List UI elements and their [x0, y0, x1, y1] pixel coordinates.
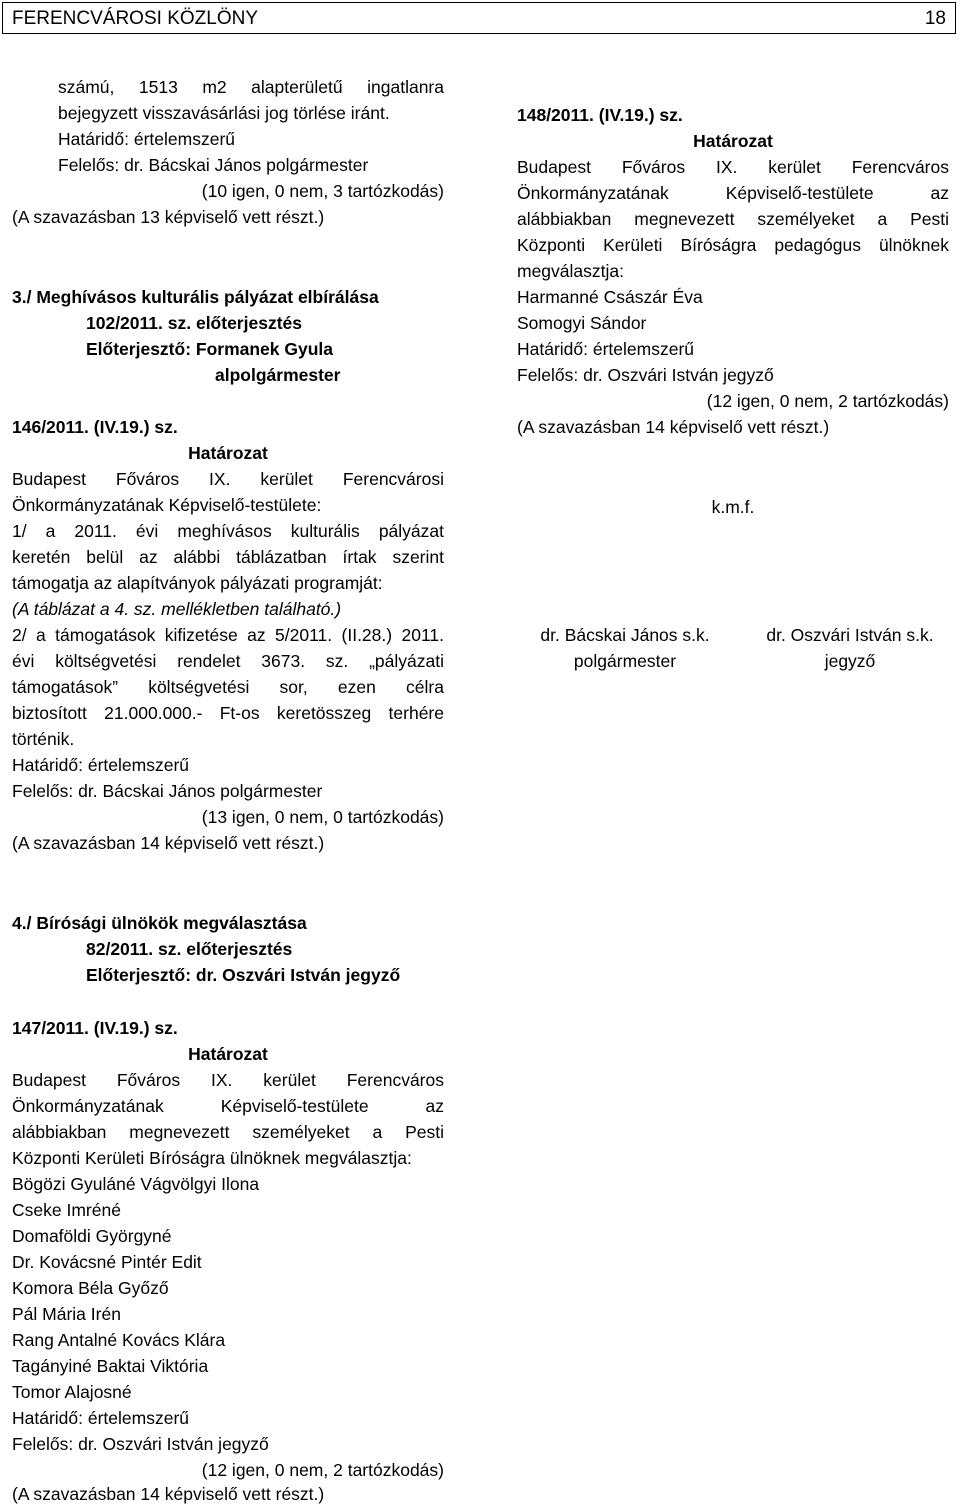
resolution-146-body-line: Önkormányzatának Képviselő-testülete: [12, 495, 322, 515]
resolution-147-body-line: Központi Kerületi Bíróságra ülnöknek megválasztja: [12, 1148, 412, 1168]
section-3-ref: 102/2011. sz. előterjesztés [86, 313, 302, 333]
resolution-148-body-line: Önkormányzatának Képviselő-testülete az [517, 183, 949, 203]
deadline-line: Határidő: értelemszerű [12, 1408, 190, 1428]
resolution-147-number: 147/2011. (IV.19.) sz. [12, 1018, 178, 1038]
signature-mayor-title: polgármester [573, 651, 677, 671]
resolution-146-body-line: támogatja az alapítványok pályázati programját: [12, 573, 383, 593]
intro-line: bejegyzett visszavásárlási jog törlése iránt. [58, 103, 390, 123]
responsible-line: Felelős: dr. Oszvári István jegyző [12, 1434, 269, 1454]
resolution-146-body-line: Budapest Főváros IX. kerület Ferencvárosi [12, 469, 444, 489]
resolution-146-body-line: évi költségvetési rendelet 3673. sz. „pályázati [12, 651, 444, 671]
resolution-148-body-line: Központi Kerületi Bíróságra pedagógus ülnöknek [517, 235, 949, 255]
lay-judge-name: Tomor Alajosné [12, 1382, 132, 1402]
responsible-line: Felelős: dr. Oszvári István jegyző [517, 365, 774, 385]
section-3-presenter: Előterjesztő: Formanek Gyula [86, 339, 334, 359]
vote-line: (12 igen, 0 nem, 2 tartózkodás) [706, 391, 949, 411]
resolution-148-number: 148/2011. (IV.19.) sz. [517, 105, 683, 125]
resolution-148-heading: Határozat [693, 131, 773, 151]
lay-judge-name: Dr. Kovácsné Pintér Edit [12, 1252, 202, 1272]
signature-notary-name: dr. Oszvári István s.k. [766, 625, 934, 645]
lay-judge-name: Somogyi Sándor [517, 313, 647, 333]
signature-mayor-name: dr. Bácskai János s.k. [540, 625, 710, 645]
kmf-label: k.m.f. [711, 497, 755, 517]
lay-judge-name: Rang Antalné Kovács Klára [12, 1330, 226, 1350]
publication-title: FERENCVÁROSI KÖZLÖNY [12, 8, 258, 29]
resolution-147-body-line: Önkormányzatának Képviselő-testülete az [12, 1096, 444, 1116]
attendance-line: (A szavazásban 13 képviselő vett részt.) [12, 207, 325, 227]
resolution-146-number: 146/2011. (IV.19.) sz. [12, 417, 178, 437]
lay-judge-name: Bögözi Gyuláné Vágvölgyi Ilona [12, 1174, 260, 1194]
deadline-line: Határidő: értelemszerű [58, 129, 236, 149]
resolution-146-body-line: 2/ a támogatások kifizetése az 5/2011. (II.28.) 2011. [12, 625, 444, 645]
section-4-title: 4./ Bírósági ülnökök megválasztása [12, 913, 307, 933]
deadline-line: Határidő: értelemszerű [517, 339, 695, 359]
resolution-147-body-line: alábbiakban megnevezett személyeket a Pesti [12, 1122, 444, 1142]
resolution-146-body-line: támogatások” költségvetési sor, ezen célra [12, 677, 444, 697]
page-number: 18 [924, 8, 946, 29]
resolution-146-annex-note: (A táblázat a 4. sz. mellékletben található.) [12, 599, 342, 619]
vote-line: (13 igen, 0 nem, 0 tartózkodás) [201, 807, 444, 827]
resolution-148-body-line: Budapest Főváros IX. kerület Ferencváros [517, 157, 949, 177]
vote-line: (12 igen, 0 nem, 2 tartózkodás) [201, 1460, 444, 1480]
page-header [2, 2, 956, 34]
lay-judge-name: Pál Mária Irén [12, 1304, 121, 1324]
resolution-147-body-line: Budapest Főváros IX. kerület Ferencváros [12, 1070, 444, 1090]
vote-line: (10 igen, 0 nem, 3 tartózkodás) [201, 181, 444, 201]
section-4-presenter: Előterjesztő: dr. Oszvári István jegyző [86, 965, 401, 985]
resolution-146-heading: Határozat [188, 443, 268, 463]
attendance-line: (A szavazásban 14 képviselő vett részt.) [12, 833, 325, 853]
lay-judge-name: Harmanné Császár Éva [517, 287, 703, 307]
section-3-presenter-role: alpolgármester [215, 365, 341, 385]
resolution-146-body-line: biztosított 21.000.000.- Ft-os keretösszeg terhére [12, 703, 444, 723]
resolution-146-body-line: történik. [12, 729, 75, 749]
responsible-line: Felelős: dr. Bácskai János polgármester [58, 155, 369, 175]
resolution-146-body-line: 1/ a 2011. évi meghívásos kulturális pályázat [12, 521, 444, 541]
resolution-148-body-line: megválasztja: [517, 261, 624, 281]
lay-judge-name: Komora Béla Győző [12, 1278, 169, 1298]
attendance-line: (A szavazásban 14 képviselő vett részt.) [12, 1484, 325, 1504]
resolution-148-body-line: alábbiakban megnevezett személyeket a Pesti [517, 209, 949, 229]
lay-judge-name: Domaföldi Györgyné [12, 1226, 172, 1246]
resolution-146-body-line: keretén belül az alábbi táblázatban írtak szerint [12, 547, 444, 567]
responsible-line: Felelős: dr. Bácskai János polgármester [12, 781, 323, 801]
lay-judge-name: Cseke Imréné [12, 1200, 121, 1220]
signature-notary-title: jegyző [824, 651, 876, 671]
deadline-line: Határidő: értelemszerű [12, 755, 190, 775]
resolution-147-heading: Határozat [188, 1044, 268, 1064]
section-4-ref: 82/2011. sz. előterjesztés [86, 939, 293, 959]
attendance-line: (A szavazásban 14 képviselő vett részt.) [517, 417, 830, 437]
section-3-title: 3./ Meghívásos kulturális pályázat elbírálása [12, 287, 379, 307]
intro-line: számú, 1513 m2 alapterületű ingatlanra [58, 77, 444, 97]
lay-judge-name: Tagányiné Baktai Viktória [12, 1356, 209, 1376]
